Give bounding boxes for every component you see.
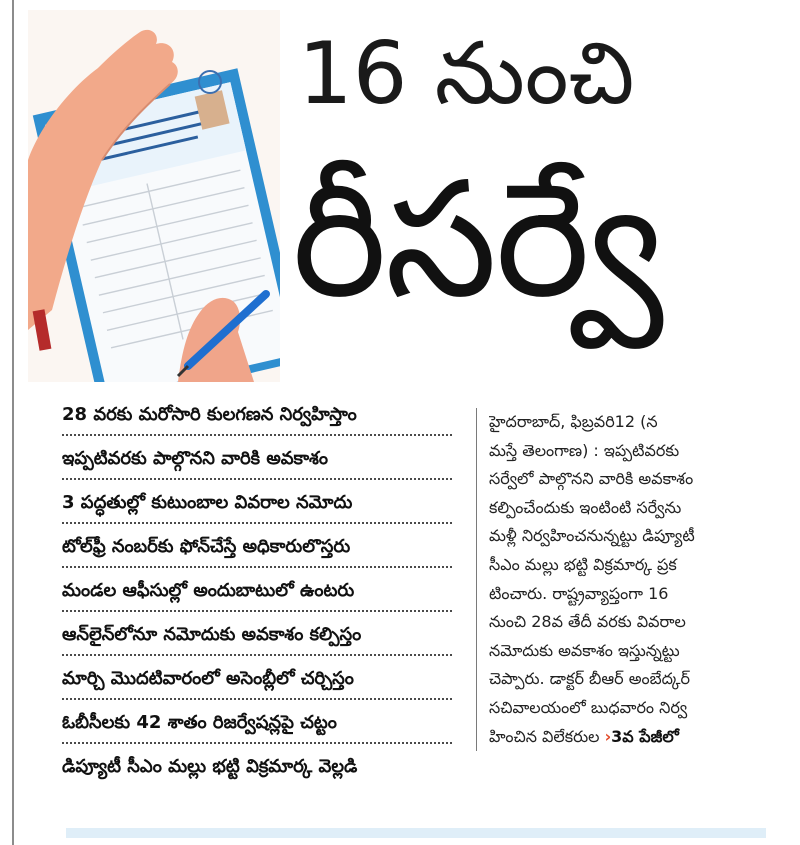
body-line: సీఎం మల్లు భట్టి విక్రమార్క ప్రక [489,554,677,574]
body-line: టించారు. రాష్ట్రవ్యాప్తంగా 16 [489,583,669,603]
dotted-divider [62,610,452,612]
continued-page-label: 3వ పేజీలో [611,726,679,746]
highlight-text: మండల ఆఫీసుల్లో అందుబాటులో ఉంటరు [62,580,355,601]
body-last-line [489,723,781,752]
highlight-item [62,532,462,576]
dotted-divider [62,522,452,524]
dotted-divider [62,654,452,656]
highlight-text: టోల్‌ఫ్రీ నంబర్‌కు ఫోన్‌చేస్తే అధికారులొస్తరు [62,536,351,557]
survey-form-photo [28,10,280,382]
highlight-item [62,576,462,620]
highlight-item [62,400,462,444]
highlight-text: 28 వరకు మరోసారి కులగణన నిర్వహిస్తాం [62,404,357,425]
highlight-item [62,708,462,752]
body-line: హైదరాబాద్, ఫిబ్రవరి12 (న [489,412,658,431]
body-line: చెప్పారు. డాక్టర్ బీఆర్ అంబేద్కర్ [489,669,691,689]
headline-main: రీసర్వే [292,146,662,333]
bottom-color-strip [66,828,766,838]
highlight-text: డిప్యూటీ సీఎం మల్లు భట్టి విక్రమార్క వెల్లడి [62,756,358,777]
body-line: నమోదుకు అవకాశం ఇస్తున్నట్టు [489,640,680,660]
highlight-item [62,620,462,664]
highlight-text: 3 పద్ధతుల్లో కుటుంబాల వివరాల నమోదు [62,492,353,513]
body-line-text: హించిన విలేకరుల [489,726,600,746]
dotted-divider [62,434,452,436]
highlight-item [62,752,462,796]
body-line: నుంచి 28వ తేదీ వరకు వివరాల [489,612,686,632]
continued-link[interactable] [605,727,679,746]
highlights-list [62,400,462,796]
body-line: మళ్లీ నిర్వహించనున్నట్టు డిప్యూటీ [489,526,695,546]
highlight-item [62,444,462,488]
dotted-divider [62,698,452,700]
highlight-text: ఓబీసీలకు 42 శాతం రిజర్వేషన్లపై చట్టం [62,712,337,733]
headline-top: 16 నుంచి [298,24,635,124]
body-line: సచివాలయంలో బుధవారం నిర్వ [489,697,688,717]
highlight-text: ఆన్‌లైన్‌లోనూ నమోదుకు అవకాశం కల్పిస్తం [62,624,362,645]
highlight-item [62,488,462,532]
body-line: కల్పించేందుకు ఇంటింటి సర్వేను [489,497,682,517]
body-line: సర్వేలో పాల్గొనని వారికి అవకాశం [489,469,694,489]
highlight-text: ఇప్పటివరకు పాల్గొనని వారికి అవకాశం [62,448,328,469]
column-rule [12,0,14,845]
highlight-text: మార్చి మొదటివారంలో అసెంబ్లీలో చర్చిస్తం [62,668,354,689]
chevron-right-icon: › [604,726,612,746]
highlight-item [62,664,462,708]
body-line: మస్తే తెలంగాణ) : ఇప్పటివరకు [489,440,680,460]
dotted-divider [62,566,452,568]
dotted-divider [62,742,452,744]
dotted-divider [62,478,452,480]
article-body [476,408,781,751]
